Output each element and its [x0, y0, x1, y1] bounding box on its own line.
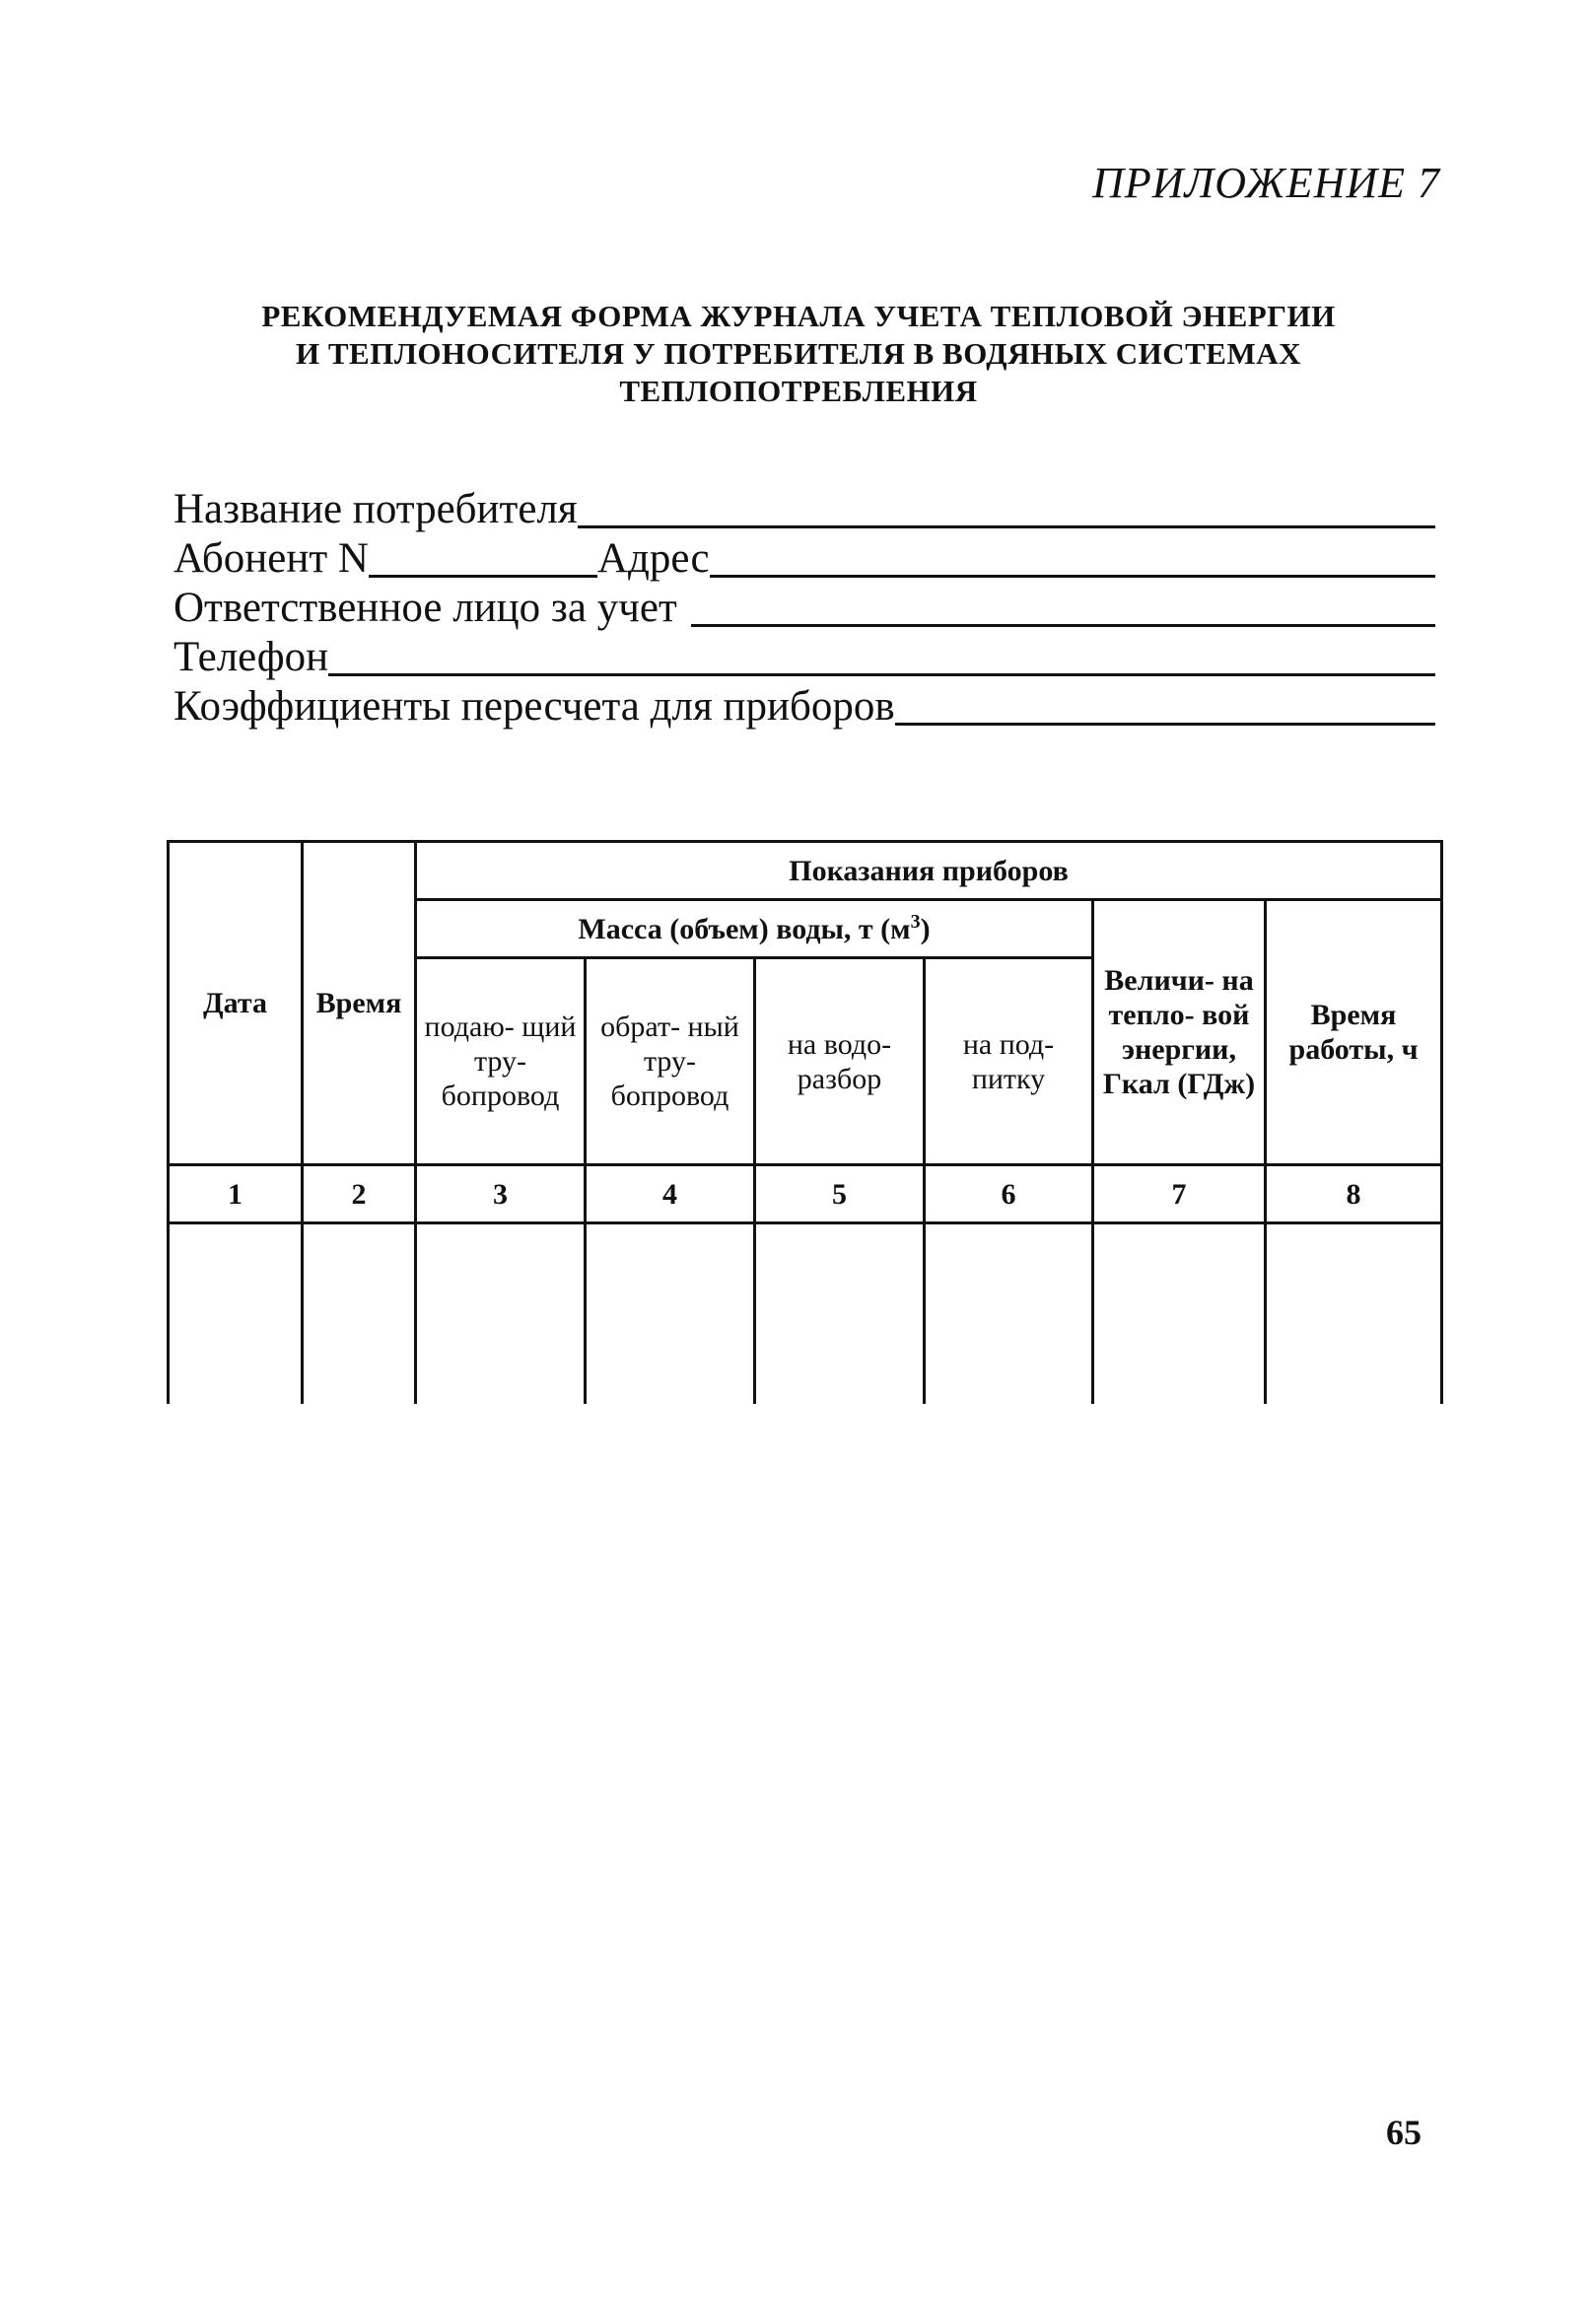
data-cell-supply[interactable]: [416, 1223, 586, 1405]
header-fields: [173, 485, 1435, 732]
column-number: 6: [925, 1165, 1093, 1223]
phone-label: Телефон: [173, 634, 329, 680]
data-cell-time[interactable]: [303, 1223, 416, 1405]
responsible-field[interactable]: [173, 584, 1435, 633]
consumer-name-blank[interactable]: [578, 525, 1435, 528]
phone-field[interactable]: [173, 633, 1435, 682]
title-line-3: ТЕПЛОПОТРЕБЛЕНИЯ: [619, 374, 978, 408]
col-header-time: Время: [303, 842, 416, 1165]
consumer-name-label: Название потребителя: [173, 486, 578, 532]
address-label: Адрес: [596, 535, 710, 582]
group-header-mass-sup: 3: [910, 910, 921, 933]
data-cell-draw[interactable]: [755, 1223, 925, 1405]
journal-table: [167, 840, 1443, 1404]
col-header-hours: Время работы, ч: [1266, 900, 1442, 1165]
page-number: 65: [1386, 2113, 1422, 2152]
column-number: 2: [303, 1165, 416, 1223]
coefficients-blank[interactable]: [895, 723, 1435, 726]
subscriber-no-blank[interactable]: [369, 575, 597, 578]
column-number: 7: [1093, 1165, 1266, 1223]
group-header-mass: [416, 900, 1093, 958]
title-line-2: И ТЕПЛОНОСИТЕЛЯ У ПОТРЕБИТЕЛЯ В ВОДЯНЫХ СИСТЕМАХ: [296, 336, 1301, 371]
document-title: [148, 298, 1449, 410]
data-cell-makeup[interactable]: [925, 1223, 1093, 1405]
address-blank[interactable]: [710, 575, 1435, 578]
group-header-mass-text: Масса (объем) воды, т (м: [578, 912, 911, 945]
data-cell-hours[interactable]: [1266, 1223, 1442, 1405]
col-header-makeup: на под- питку: [925, 958, 1093, 1165]
subscriber-address-field[interactable]: [173, 534, 1435, 584]
responsible-label: Ответственное лицо за учет: [173, 585, 677, 631]
title-line-1: РЕКОМЕНДУЕМАЯ ФОРМА ЖУРНАЛА УЧЕТА ТЕПЛОВОЙ ЭНЕРГИИ: [261, 299, 1336, 333]
col-header-date: Дата: [169, 842, 303, 1165]
consumer-name-field[interactable]: [173, 485, 1435, 534]
subscriber-no-label: Абонент N: [173, 535, 369, 582]
coefficients-label: Коэффициенты пересчета для приборов: [173, 683, 895, 730]
appendix-label: ПРИЛОЖЕНИЕ 7: [1092, 159, 1440, 207]
column-number: 8: [1266, 1165, 1442, 1223]
coefficients-field[interactable]: [173, 682, 1435, 732]
column-number: 4: [586, 1165, 755, 1223]
header-row-1: [169, 842, 1442, 900]
group-header-readings: Показания приборов: [416, 842, 1442, 900]
data-cell-return[interactable]: [586, 1223, 755, 1405]
col-header-supply: подаю- щий тру- бопровод: [416, 958, 586, 1165]
col-header-heat: Величи- на тепло- вой энергии, Гкал (ГДж): [1093, 900, 1266, 1165]
data-cell-heat[interactable]: [1093, 1223, 1266, 1405]
col-header-draw: на водо- разбор: [755, 958, 925, 1165]
group-header-mass-end: ): [920, 912, 931, 945]
data-cell-date[interactable]: [169, 1223, 303, 1405]
col-header-return: обрат- ный тру- бопровод: [586, 958, 755, 1165]
phone-blank[interactable]: [328, 673, 1435, 676]
column-number: 1: [169, 1165, 303, 1223]
column-number: 5: [755, 1165, 925, 1223]
column-numbers-row: [169, 1165, 1442, 1223]
blank-data-row: [169, 1223, 1442, 1405]
responsible-blank[interactable]: [691, 624, 1435, 627]
column-number: 3: [416, 1165, 586, 1223]
